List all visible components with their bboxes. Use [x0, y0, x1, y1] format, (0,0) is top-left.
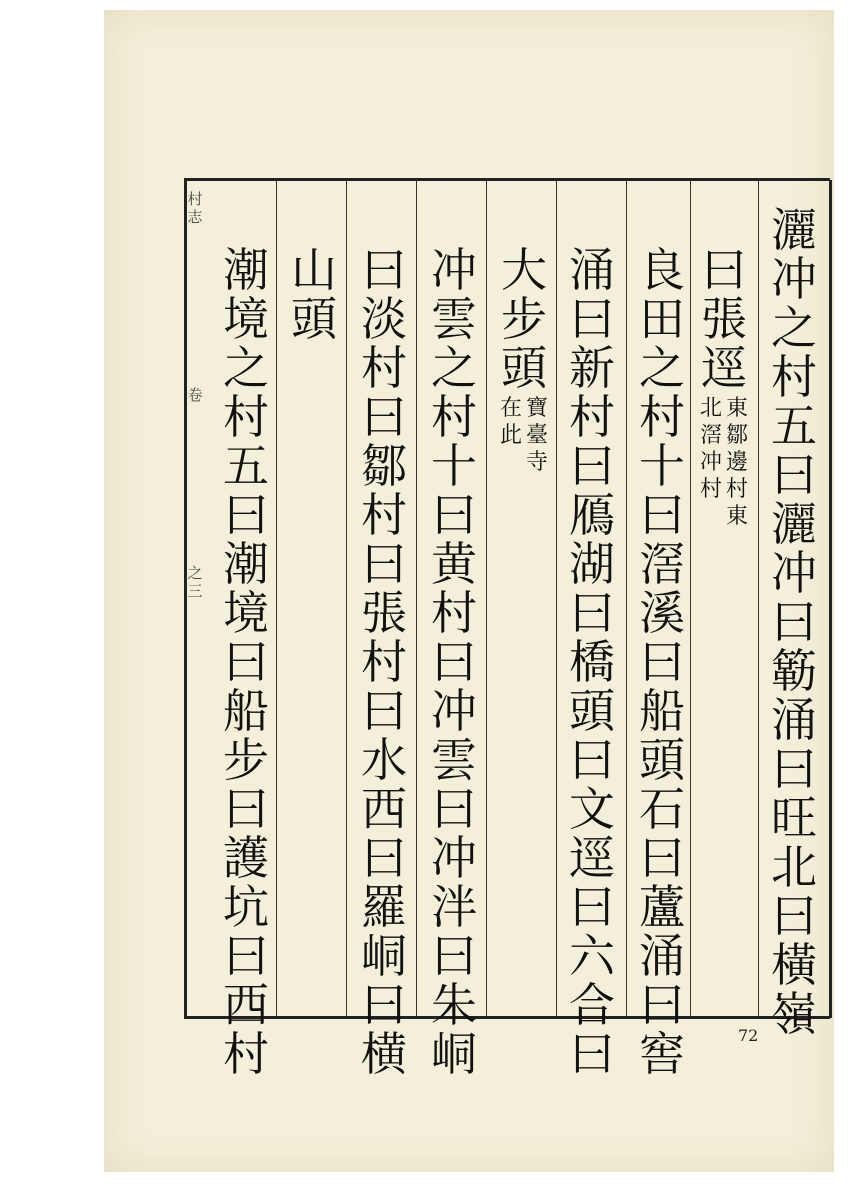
text-column: [632, 243, 692, 1081]
glyph: 溪: [639, 586, 685, 640]
margin-char: 志: [187, 208, 203, 226]
note-glyph: 鄒: [726, 423, 749, 448]
glyph: 張: [361, 586, 407, 640]
glyph: 境: [223, 586, 269, 640]
note-glyph: 北: [700, 396, 723, 421]
glyph: 曰: [569, 586, 615, 640]
glyph: 曰: [361, 684, 407, 738]
glyph: 朱: [431, 978, 477, 1032]
glyph: 湖: [569, 537, 615, 591]
glyph: 曰: [223, 929, 269, 983]
note-line: [526, 395, 548, 476]
note-glyph: 此: [500, 423, 523, 448]
glyph: 村: [431, 586, 477, 640]
glyph: 曰: [771, 448, 817, 502]
glyph: 曰: [431, 488, 477, 542]
margin-char: 三: [187, 582, 203, 600]
glyph: 曰: [701, 243, 747, 297]
note-glyph: 東: [726, 396, 749, 421]
glyph: 灑: [771, 203, 817, 257]
glyph: 曰: [431, 782, 477, 836]
glyph: 五: [223, 439, 269, 493]
column-rule: [486, 180, 487, 1016]
glyph: 鴈: [569, 488, 615, 542]
glyph: 曰: [569, 292, 615, 346]
glyph: 合: [569, 978, 615, 1032]
glyph: 護: [223, 831, 269, 885]
glyph: 曰: [223, 488, 269, 542]
glyph: 羅: [361, 880, 407, 934]
glyph: 潮: [223, 537, 269, 591]
note-glyph: 邊: [726, 450, 749, 475]
glyph: 蘆: [639, 880, 685, 934]
glyph: 冲: [431, 684, 477, 738]
glyph: 五: [771, 399, 817, 453]
column-rule: [276, 180, 277, 1016]
glyph: 步: [223, 733, 269, 787]
glyph: 之: [431, 341, 477, 395]
glyph: 曰: [431, 635, 477, 689]
text-column: [494, 243, 554, 476]
glyph: 西: [361, 782, 407, 836]
glyph: 淡: [361, 292, 407, 346]
note-glyph: 村: [726, 477, 749, 502]
glyph: 冲: [771, 546, 817, 600]
text-column: [284, 243, 344, 346]
note-line: [500, 395, 522, 476]
column-rule: [416, 180, 417, 1016]
column-rule: [556, 180, 557, 1016]
glyph: 北: [771, 840, 817, 894]
glyph: 曰: [771, 742, 817, 796]
glyph: 之: [639, 341, 685, 395]
margin-char: 村: [187, 190, 203, 208]
glyph: 嶺: [771, 987, 817, 1041]
glyph: 水: [361, 733, 407, 787]
interlinear-note: [500, 395, 548, 476]
text-column: [694, 243, 754, 530]
glyph: 曰: [431, 929, 477, 983]
glyph: 曰: [771, 889, 817, 943]
glyph: 村: [771, 350, 817, 404]
glyph: 橫: [771, 938, 817, 992]
glyph: 曰: [223, 782, 269, 836]
glyph: 步: [501, 292, 547, 346]
glyph: 頭: [501, 341, 547, 395]
glyph: 田: [639, 292, 685, 346]
glyph: 境: [223, 292, 269, 346]
column-rule: [346, 180, 347, 1016]
glyph: 曰: [569, 439, 615, 493]
glyph: 黄: [431, 537, 477, 591]
glyph: 頭: [291, 292, 337, 346]
glyph: 頭: [639, 733, 685, 787]
glyph: 村: [223, 1027, 269, 1081]
interlinear-note: [700, 395, 748, 530]
note-glyph: 寺: [526, 450, 549, 475]
glyph: 橋: [569, 635, 615, 689]
glyph: 雲: [431, 733, 477, 787]
glyph: 張: [701, 292, 747, 346]
text-column: [216, 243, 276, 1081]
glyph: 大: [501, 243, 547, 297]
glyph: 潮: [223, 243, 269, 297]
note-glyph: 村: [700, 477, 723, 502]
glyph: 船: [639, 684, 685, 738]
glyph: 村: [223, 390, 269, 444]
glyph: 横: [361, 1027, 407, 1081]
glyph: 曰: [361, 390, 407, 444]
text-column: [764, 203, 824, 1041]
glyph: 曰: [771, 595, 817, 649]
glyph: 曰: [361, 243, 407, 297]
text-column: [354, 243, 414, 1081]
glyph: 十: [431, 439, 477, 493]
glyph: 文: [569, 782, 615, 836]
glyph: 泮: [431, 880, 477, 934]
note-line: [700, 395, 722, 530]
glyph: 冲: [431, 243, 477, 297]
glyph: 坑: [223, 880, 269, 934]
note-glyph: 在: [500, 396, 523, 421]
text-column: [424, 243, 484, 1081]
column-rule: [626, 180, 627, 1016]
glyph: 逕: [701, 341, 747, 395]
glyph: 村: [361, 341, 407, 395]
glyph: 曰: [639, 635, 685, 689]
glyph: 十: [639, 439, 685, 493]
glyph: 之: [223, 341, 269, 395]
glyph: 曰: [639, 488, 685, 542]
glyph: 峒: [361, 929, 407, 983]
glyph: 曰: [569, 880, 615, 934]
glyph: 簕: [771, 644, 817, 698]
margin-char: 之: [187, 564, 203, 582]
glyph: 逕: [569, 831, 615, 885]
column-rule: [758, 180, 759, 1016]
glyph: 新: [569, 341, 615, 395]
note-glyph: 寶: [526, 396, 549, 421]
note-glyph: 冲: [700, 450, 723, 475]
glyph: 冲: [431, 831, 477, 885]
note-glyph: 東: [726, 504, 749, 529]
glyph: 曰: [223, 635, 269, 689]
glyph: 曰: [569, 733, 615, 787]
margin-char: 卷: [187, 386, 203, 404]
glyph: 冲: [771, 252, 817, 306]
glyph: 頭: [569, 684, 615, 738]
glyph: 曰: [361, 831, 407, 885]
glyph: 鄒: [361, 439, 407, 493]
glyph: 旺: [771, 791, 817, 845]
note-glyph: 滘: [700, 423, 723, 448]
glyph: 山: [291, 243, 337, 297]
glyph: 涌: [639, 929, 685, 983]
note-glyph: 臺: [526, 423, 549, 448]
glyph: 曰: [569, 1027, 615, 1081]
glyph: 村: [639, 390, 685, 444]
glyph: 曰: [639, 831, 685, 885]
glyph: 灑: [771, 497, 817, 551]
glyph: 涌: [771, 693, 817, 747]
glyph: 良: [639, 243, 685, 297]
margin-title-mark: [186, 190, 204, 600]
glyph: 船: [223, 684, 269, 738]
glyph: 曰: [361, 978, 407, 1032]
text-column: [562, 243, 622, 1081]
glyph: 窖: [639, 1027, 685, 1081]
glyph: 峒: [431, 1027, 477, 1081]
glyph: 村: [361, 635, 407, 689]
glyph: 之: [771, 301, 817, 355]
page-number: 72: [738, 1026, 759, 1045]
glyph: 村: [569, 390, 615, 444]
glyph: 滘: [639, 537, 685, 591]
glyph: 雲: [431, 292, 477, 346]
glyph: 村: [431, 390, 477, 444]
glyph: 西: [223, 978, 269, 1032]
glyph: 村: [361, 488, 407, 542]
glyph: 涌: [569, 243, 615, 297]
glyph: 六: [569, 929, 615, 983]
glyph: 曰: [361, 537, 407, 591]
note-line: [726, 395, 748, 530]
frame-bottom-border: [184, 1016, 830, 1019]
glyph: 曰: [639, 978, 685, 1032]
glyph: 石: [639, 782, 685, 836]
